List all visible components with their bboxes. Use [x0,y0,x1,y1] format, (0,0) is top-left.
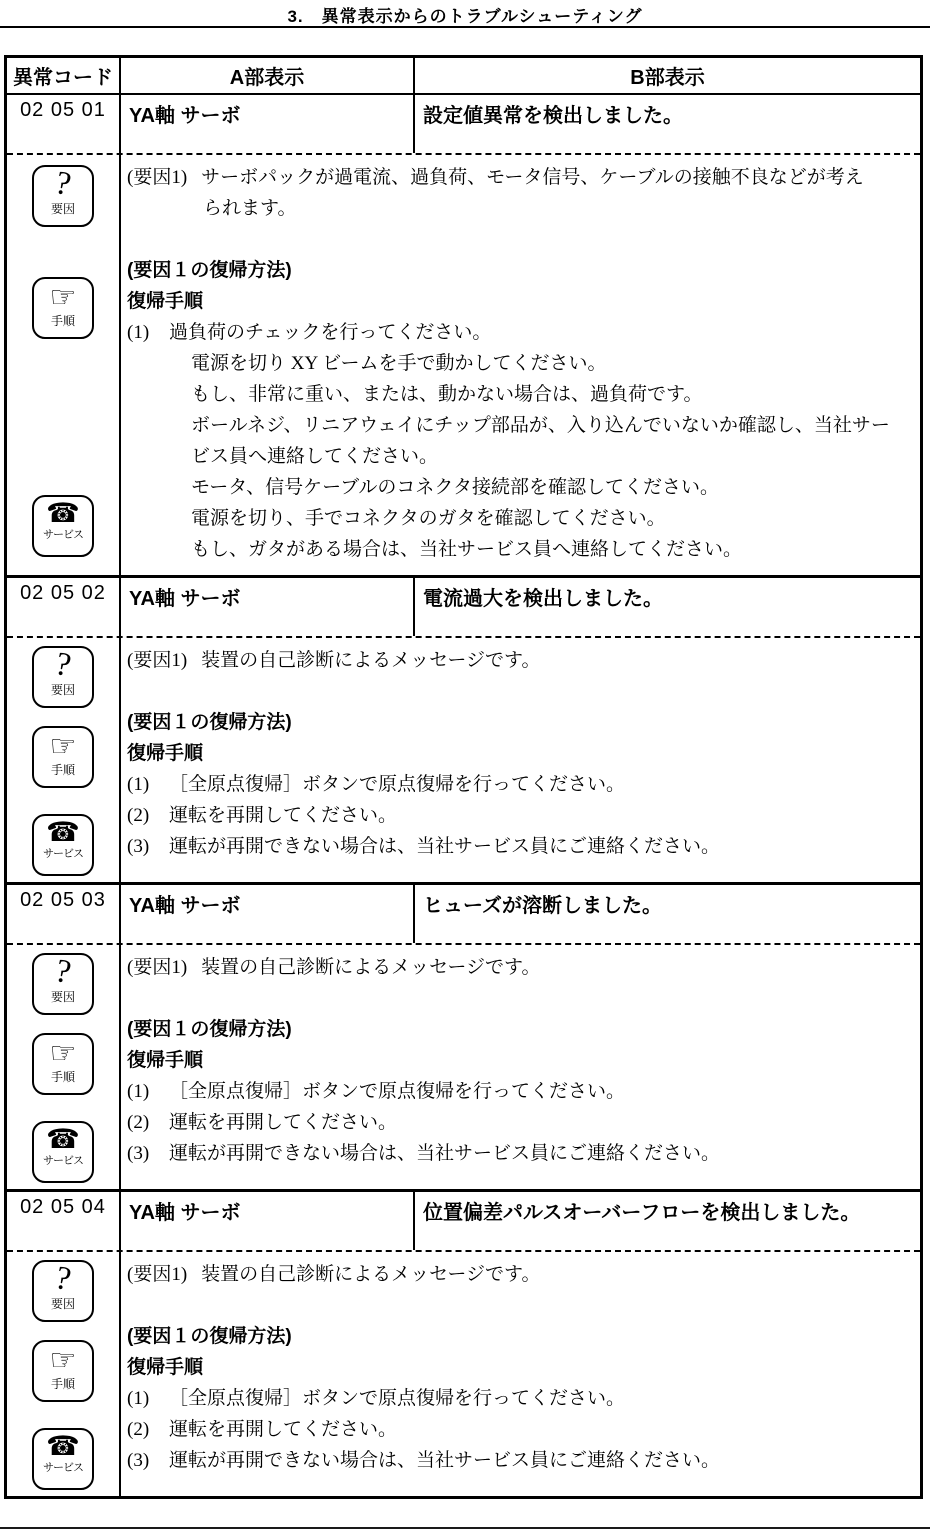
icon-column [7,945,121,1189]
cause-prefix: (要因1) [127,650,188,671]
telephone-glyph: ☎ [46,1431,80,1461]
step-text: ［全原点復帰］ボタンで原点復帰を行ってください。 [169,1081,626,1102]
step-number: (3) [127,836,150,857]
spacer [127,676,916,707]
service-icon [32,814,94,876]
sub-step-line: モータ、信号ケーブルのコネクタ接続部を確認してください。 [191,477,720,498]
cause-icon [32,165,94,227]
b-display-value: 電流過大を検出しました。 [423,588,663,610]
cause-icon-label: 要因 [50,202,75,216]
question-mark-glyph: ? [52,952,75,992]
error-code: 02 05 03 [7,885,121,943]
step-line [127,1138,916,1169]
step-number: (3) [127,1143,150,1164]
error-display-row [7,885,920,943]
detail-content [121,638,920,882]
question-mark-glyph: ? [52,1259,75,1299]
recovery-method-heading: (要因１の復帰方法) [127,1019,292,1040]
step-number: (2) [127,1112,150,1133]
spacer [127,224,916,255]
step-text: ［全原点復帰］ボタンで原点復帰を行ってください。 [169,1388,626,1409]
a-display-value: YA軸 サーボ [121,578,415,636]
step-number: (3) [127,1450,150,1471]
step-line [127,769,916,800]
step-line [127,1076,916,1107]
header-a-display: A部表示 [121,58,415,93]
procedure-icon [32,726,94,788]
sub-step-line: 電源を切り、手でコネクタのガタを確認してください。 [191,508,666,529]
error-display-row [7,1192,920,1250]
question-mark-glyph: ? [52,645,75,685]
cause-text: 装置の自己診断によるメッセージです。 [201,957,541,978]
error-entry-020504 [7,1189,920,1496]
step-text: 過負荷のチェックを行ってください。 [169,322,492,343]
detail-content [121,945,920,1189]
step-number: (2) [127,805,150,826]
step-line [127,800,916,831]
step-text: 運転が再開できない場合は、当社サービス員にご連絡ください。 [169,836,721,857]
b-display-value: 設定値異常を検出しました。 [423,105,683,127]
pointing-hand-glyph: ☞ [49,1037,77,1070]
error-entry-020502 [7,575,920,882]
detail-content [121,1252,920,1496]
cause-text: 装置の自己診断によるメッセージです。 [201,1264,541,1285]
step-line [127,1414,916,1445]
cause-line [127,1259,916,1290]
error-display-row [7,95,920,153]
service-icon-label: サービス [43,1155,83,1167]
step-number: (2) [127,1419,150,1440]
error-code: 02 05 02 [7,578,121,636]
sub-step-line: ビス員へ連絡してください。 [191,446,439,467]
procedure-heading: 復帰手順 [127,291,204,312]
step-line [127,1107,916,1138]
cause-icon [32,953,94,1015]
step-number: (1) [127,774,150,795]
procedure-heading: 復帰手順 [127,1357,204,1378]
page-title: 3. 異常表示からのトラブルシューティング [287,7,643,26]
step-number: (1) [127,1081,150,1102]
pointing-hand-glyph: ☞ [49,281,77,314]
step-text: 運転を再開してください。 [169,1419,398,1440]
cause-icon-label: 要因 [50,990,75,1004]
procedure-icon-label: 手順 [50,314,75,328]
cause-line [127,645,916,676]
a-display-value: YA軸 サーボ [121,95,415,153]
service-icon [32,1428,94,1490]
step-number: (1) [127,322,150,343]
b-display-value: ヒューズが溶断しました。 [423,895,662,917]
a-display-value: YA軸 サーボ [121,885,415,943]
question-mark-glyph: ? [52,164,75,204]
service-icon [32,495,94,557]
procedure-icon [32,1033,94,1095]
footer-rule [0,1527,930,1529]
title-rule [0,26,930,28]
spacer [127,983,916,1014]
detail-content [121,155,920,575]
procedure-icon [32,1340,94,1402]
detail-row [7,1250,920,1496]
troubleshooting-table [4,55,923,1499]
error-display-row [7,578,920,636]
cause-line [127,952,916,983]
pointing-hand-glyph: ☞ [49,730,77,763]
table-header-row [7,58,920,95]
icon-column [7,638,121,882]
procedure-icon-label: 手順 [50,1377,75,1391]
cause-text: 装置の自己診断によるメッセージです。 [201,650,541,671]
step-line [127,1445,916,1476]
sub-step-line: 電源を切り XY ビームを手で動かしてください。 [191,353,607,374]
service-icon-label: サービス [43,529,83,541]
error-entry-020503 [7,882,920,1189]
recovery-method-heading: (要因１の復帰方法) [127,712,292,733]
error-code: 02 05 01 [7,95,121,153]
step-text: 運転が再開できない場合は、当社サービス員にご連絡ください。 [169,1143,721,1164]
step-text: ［全原点復帰］ボタンで原点復帰を行ってください。 [169,774,626,795]
cause-line [127,162,916,193]
detail-row [7,943,920,1189]
cause-prefix: (要因1) [127,167,188,188]
b-display-value: 位置偏差パルスオーバーフローを検出しました。 [423,1202,861,1224]
procedure-heading: 復帰手順 [127,1050,204,1071]
step-text: 運転を再開してください。 [169,1112,398,1133]
error-entry-020501 [7,95,920,575]
step-number: (1) [127,1388,150,1409]
cause-icon-label: 要因 [50,1297,75,1311]
step-line [127,317,916,348]
pointing-hand-glyph: ☞ [49,1344,77,1377]
step-line [127,831,916,862]
procedure-icon [32,277,94,339]
service-icon [32,1121,94,1183]
recovery-method-heading: (要因１の復帰方法) [127,1326,292,1347]
step-text: 運転が再開できない場合は、当社サービス員にご連絡ください。 [169,1450,721,1471]
procedure-heading: 復帰手順 [127,743,204,764]
detail-row [7,153,920,575]
header-b-display: B部表示 [630,67,705,89]
spacer [127,1290,916,1321]
detail-row [7,636,920,882]
cause-icon [32,646,94,708]
cause-icon-label: 要因 [50,683,75,697]
service-icon-label: サービス [43,848,83,860]
sub-step-line: もし、ガタがある場合は、当社サービス員へ連絡してください。 [191,539,743,560]
cause-prefix: (要因1) [127,1264,188,1285]
icon-column [7,1252,121,1496]
step-text: 運転を再開してください。 [169,805,398,826]
cause-text: サーボパックが過電流、過負荷、モータ信号、ケーブルの接触不良などが考え [201,167,864,188]
procedure-icon-label: 手順 [50,1070,75,1084]
sub-step-line: ボールネジ、リニアウェイにチップ部品が、入り込んでいないか確認し、当社サー [191,415,890,436]
telephone-glyph: ☎ [46,1124,80,1154]
icon-column [7,155,121,575]
telephone-glyph: ☎ [46,817,80,847]
sub-step-line: もし、非常に重い、または、動かない場合は、過負荷です。 [191,384,703,405]
service-icon-label: サービス [43,1462,83,1474]
telephone-glyph: ☎ [46,498,80,528]
cause-icon [32,1260,94,1322]
cause-prefix: (要因1) [127,957,188,978]
procedure-icon-label: 手順 [50,763,75,777]
error-code: 02 05 04 [7,1192,121,1250]
recovery-method-heading: (要因１の復帰方法) [127,260,292,281]
a-display-value: YA軸 サーボ [121,1192,415,1250]
header-error-code: 異常コード [7,58,121,93]
cause-text-continued: られます。 [203,198,297,219]
step-line [127,1383,916,1414]
